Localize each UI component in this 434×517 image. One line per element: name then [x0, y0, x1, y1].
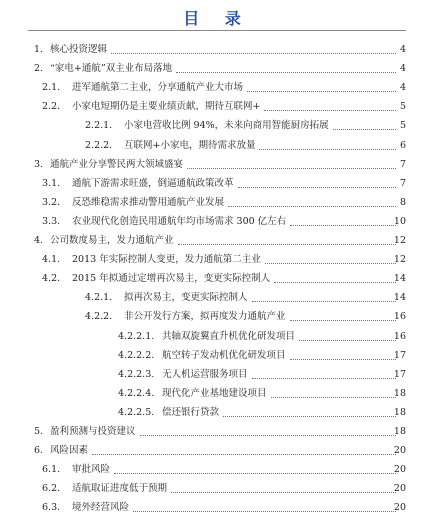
- toc-entry-number: 4.2.2.3.: [118, 368, 155, 380]
- toc-entry[interactable]: [0, 214, 434, 230]
- toc-entry-number: 4.1.: [42, 254, 61, 266]
- toc-dot-leader: [290, 359, 396, 360]
- toc-entry[interactable]: [0, 367, 434, 383]
- toc-entry-page: 20: [393, 483, 406, 495]
- toc-entry-title: 无人机运营服务项目: [162, 368, 248, 380]
- toc-entry-page: 14: [393, 292, 406, 304]
- toc-entry[interactable]: [0, 80, 434, 96]
- toc-entry-title: 通航产业分享警民两大领域盛宴: [50, 158, 184, 170]
- toc-dot-leader: [252, 301, 396, 302]
- toc-entry-page: 16: [393, 330, 406, 342]
- toc-entry-title: 共轴双旋翼直升机优化研发项目: [162, 330, 296, 342]
- toc-entry-page: 6: [399, 139, 406, 151]
- toc-entry[interactable]: [0, 424, 434, 440]
- toc-entry-page: 14: [393, 273, 406, 285]
- toc-entry-number: 6.1.: [42, 464, 61, 476]
- toc-entry-number: 2.2.: [42, 101, 61, 113]
- toc-entry-title: 进军通航第二主业，分享通航产业大市场: [72, 82, 244, 94]
- toc-entry-number: 2.2.2.: [85, 139, 113, 151]
- toc-entry-number: 2.: [34, 63, 44, 75]
- toc-entry-page: 20: [393, 502, 406, 514]
- toc-dot-leader: [114, 473, 396, 474]
- toc-entry-page: 4: [399, 44, 406, 55]
- toc-entry-title: 非公开发行方案，拟再度发力通航产业: [124, 311, 286, 323]
- toc-entry-page: 12: [393, 235, 406, 246]
- toc-dot-leader: [178, 244, 396, 245]
- toc-entry-page: 5: [399, 101, 406, 113]
- toc-dot-leader: [223, 416, 396, 417]
- toc-entry[interactable]: [0, 252, 434, 268]
- toc-entry[interactable]: [0, 348, 434, 364]
- toc-entry-title: 小家电短期仍是主要业绩贡献，期待互联网+: [72, 101, 261, 113]
- toc-entry-number: 4.2.: [42, 273, 61, 285]
- toc-entry-page: 18: [393, 387, 406, 399]
- toc-entry[interactable]: [0, 500, 434, 516]
- toc-entry-title: 核心投资逻辑: [50, 44, 108, 55]
- toc-entry-number: 3.2.: [42, 196, 61, 208]
- toc-entry-page: 4: [399, 82, 406, 94]
- toc-entry[interactable]: [0, 271, 434, 287]
- toc-dot-leader: [171, 492, 396, 493]
- toc-entry[interactable]: [0, 386, 434, 402]
- toc-dot-leader: [92, 454, 396, 455]
- toc-dot-leader: [290, 225, 396, 226]
- title-divider: [28, 30, 406, 31]
- toc-dot-leader: [333, 129, 396, 130]
- toc-entry-number: 3.1.: [42, 177, 61, 189]
- toc-entry-title: 互联网+小家电，期待需求放量: [124, 139, 256, 151]
- toc-entry[interactable]: [0, 176, 434, 192]
- toc-entry-title: 拟再次易主，变更实际控制人: [124, 292, 248, 304]
- toc-title: 目 录: [183, 9, 251, 28]
- toc-dot-leader: [238, 187, 396, 188]
- toc-entry-page: 12: [393, 254, 406, 266]
- toc-entry-title: “家电+通航”双主业布局落地: [50, 63, 173, 75]
- toc-entry-title: 通航下游需求旺盛，倒逼通航政策改革: [72, 177, 234, 189]
- toc-dot-leader: [274, 282, 396, 283]
- toc-entry-number: 2.1.: [42, 82, 61, 94]
- toc-entry-title: 境外经营风险: [72, 502, 130, 514]
- toc-entry-page: 18: [393, 426, 406, 437]
- toc-entry-number: 6.3.: [42, 502, 61, 514]
- toc-entry[interactable]: [0, 309, 434, 325]
- toc-entry-page: 4: [399, 63, 406, 75]
- toc-entry-title: 审批风险: [72, 464, 111, 476]
- toc-entry-page: 16: [393, 311, 406, 323]
- toc-entry[interactable]: [0, 42, 434, 58]
- toc-entry[interactable]: [0, 99, 434, 115]
- toc-entry-number: 4.2.2.: [85, 311, 113, 323]
- toc-entry-number: 6.: [34, 445, 44, 457]
- toc-entry-number: 4.2.2.1.: [118, 330, 155, 342]
- toc-dot-leader: [228, 206, 396, 207]
- toc-entry-page: 10: [393, 215, 406, 227]
- toc-entry-title: 现代化产业基地建设项目: [162, 387, 267, 399]
- toc-dot-leader: [264, 110, 396, 111]
- toc-entry[interactable]: [0, 233, 434, 249]
- toc-entry-page: 5: [399, 120, 406, 132]
- toc-entry-page: 20: [393, 445, 406, 457]
- toc-entry-page: 20: [393, 464, 406, 476]
- toc-entry-page: 7: [399, 158, 406, 170]
- toc-entry-number: 3.: [34, 158, 44, 170]
- toc-entry-number: 4.2.1.: [85, 292, 113, 304]
- toc-entry[interactable]: [0, 329, 434, 345]
- toc-dot-leader: [140, 435, 396, 436]
- toc-entry-page: 8: [399, 196, 406, 208]
- toc-entry[interactable]: [0, 195, 434, 211]
- toc-dot-leader: [271, 397, 396, 398]
- toc-entry-number: 2.2.1.: [85, 120, 113, 132]
- toc-entry-number: 4.2.2.4.: [118, 387, 155, 399]
- toc-entry-title: 2015 年拟通过定增再次易主，变更实际控制人: [72, 273, 271, 285]
- toc-dot-leader: [187, 168, 396, 169]
- toc-entry-page: 18: [393, 406, 406, 418]
- toc-dot-leader: [252, 378, 396, 379]
- toc-entry[interactable]: [0, 157, 434, 173]
- toc-dot-leader: [265, 263, 396, 264]
- toc-entry-number: 6.2.: [42, 483, 61, 495]
- toc-entry-title: 适航取证进度低于预期: [72, 483, 168, 495]
- toc-entry-number: 4.2.2.2.: [118, 349, 155, 361]
- toc-entry[interactable]: [0, 290, 434, 306]
- toc-entry-title: 公司数度易主，发力通航产业: [50, 235, 174, 246]
- toc-dot-leader: [247, 91, 396, 92]
- toc-entry[interactable]: [0, 462, 434, 478]
- toc-entry-number: 4.2.2.5.: [118, 406, 155, 418]
- toc-dot-leader: [133, 511, 396, 512]
- toc-entry[interactable]: [0, 61, 434, 77]
- toc-entry[interactable]: [0, 118, 434, 134]
- toc-entry[interactable]: [0, 138, 434, 154]
- toc-dot-leader: [259, 149, 396, 150]
- toc-entry-title: 盈利预测与投资建议: [50, 426, 136, 437]
- toc-entry-number: 3.3.: [42, 215, 61, 227]
- toc-entry-page: 7: [399, 177, 406, 189]
- toc-entry-title: 风险因素: [50, 445, 89, 457]
- toc-entry[interactable]: [0, 405, 434, 421]
- toc-entry-page: 17: [393, 368, 406, 380]
- toc-entry-title: 航空转子发动机优化研发项目: [162, 349, 286, 361]
- toc-entry-title: 反恐维稳需求推动警用通航产业发展: [72, 196, 225, 208]
- toc-entry-title: 2013 年实际控制人变更，发力通航第二主业: [72, 254, 261, 266]
- toc-entry-title: 小家电营收比例 94%，未来向商用智能厨房拓展: [124, 120, 329, 132]
- toc-entry[interactable]: [0, 481, 434, 497]
- toc-entry-number: 4.: [34, 235, 44, 246]
- toc-entry-number: 1.: [34, 44, 44, 55]
- toc-dot-leader: [176, 72, 396, 73]
- toc-entry-title: 偿还银行贷款: [162, 406, 220, 418]
- toc-entry-page: 17: [393, 349, 406, 361]
- toc-entry[interactable]: [0, 443, 434, 459]
- toc-dot-leader: [299, 340, 396, 341]
- toc-entry-number: 5.: [34, 426, 44, 437]
- toc-entry-title: 农业现代化创造民用通航年均市场需求 300 亿左右: [72, 215, 287, 227]
- toc-dot-leader: [111, 53, 396, 54]
- toc-dot-leader: [290, 320, 396, 321]
